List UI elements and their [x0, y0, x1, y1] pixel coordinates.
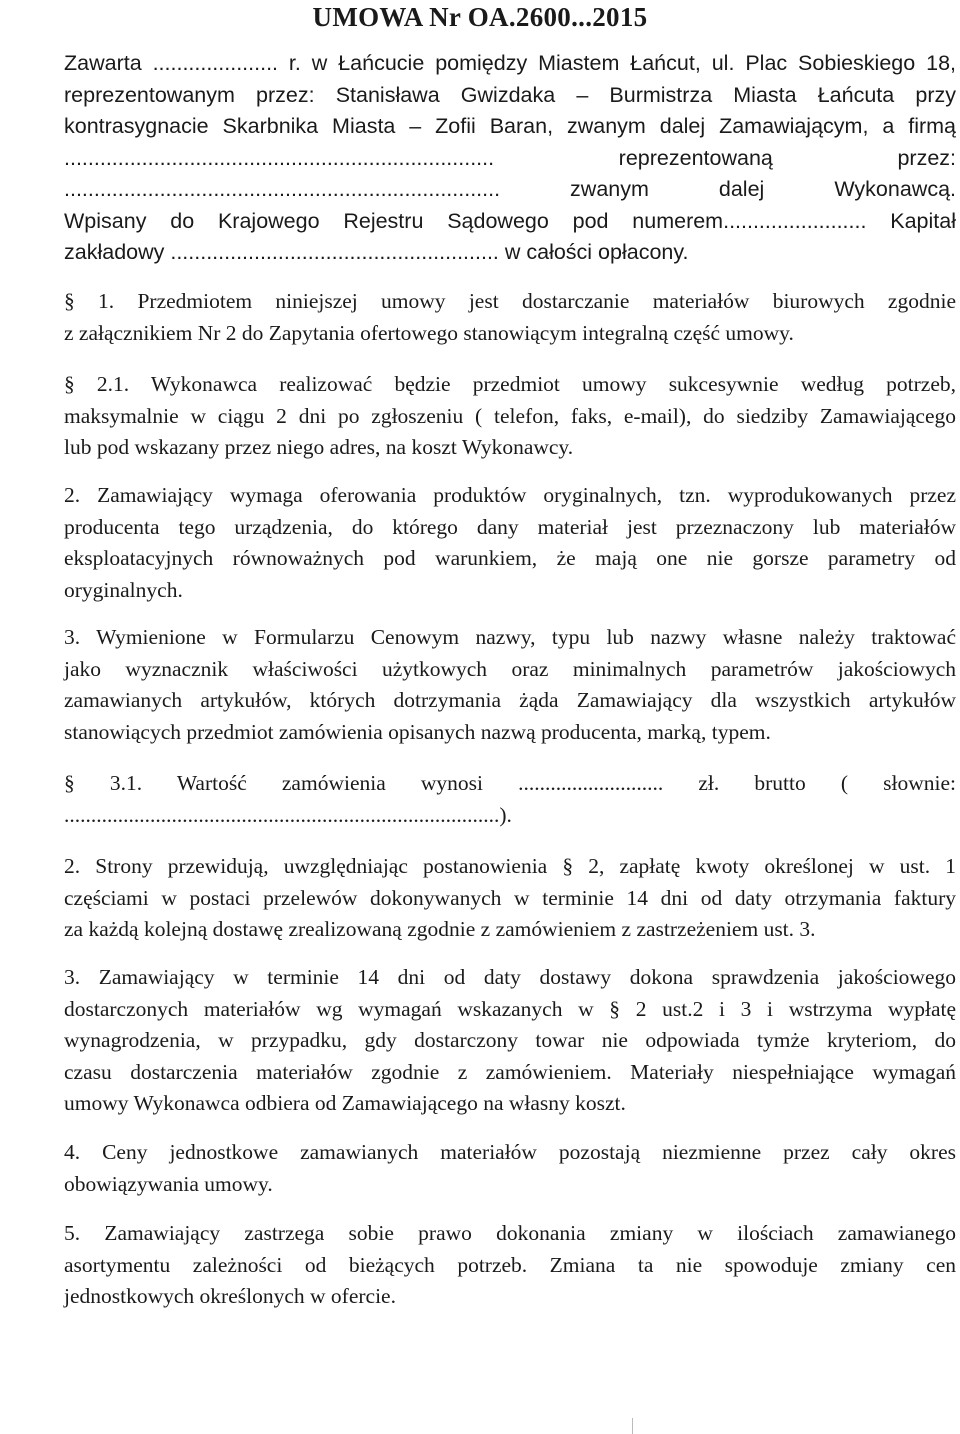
text-line: § 3.1. Wartość zamówienia wynosi ........................... zł. brutto ( słownie: — [64, 771, 956, 795]
text-line: eksploatacyjnych równoważnych pod warunkiem, że mają one nie gorsze parametry od — [64, 546, 956, 570]
text-line: czasu dostarczenia materiałów zgodnie z zamówieniem. Materiały niespełniające wymagań — [64, 1059, 956, 1084]
section-2-point-2 — [64, 480, 956, 606]
text-line: obowiązywania umowy. — [64, 1171, 273, 1196]
text-line: .................................................................................). — [64, 802, 512, 827]
text-line: zakładowy ....................................................... w całości opłacony. — [64, 240, 689, 264]
section-3-point-1 — [64, 768, 956, 831]
text-line: stanowiących przedmiot zamówienia opisanych nazwą producenta, marką, typem. — [64, 719, 771, 744]
text-line: ........................................................................ reprezentowaną przez: — [64, 145, 956, 170]
section-3-point-4 — [64, 1137, 956, 1200]
section-3-point-3 — [64, 962, 956, 1120]
text-line: 3. Zamawiający w terminie 14 dni od daty dostawy dokona sprawdzenia jakościowego — [64, 965, 956, 989]
text-line: wynagrodzenia, w przypadku, gdy dostarczony towar nie odpowiada tymże kryteriom, do — [64, 1028, 956, 1052]
section-2-point-3 — [64, 622, 956, 748]
text-line: lub pod wskazany przez niego adres, na koszt Wykonawcy. — [64, 435, 574, 459]
text-line: dostarczonych materiałów wg wymagań wskazanych w § 2 ust.2 i 3 i wstrzyma wypłatę — [64, 996, 956, 1021]
text-line: 5. Zamawiający zastrzega sobie prawo dokonania zmiany w ilościach zamawianego — [64, 1221, 956, 1245]
text-line: Zawarta ..................... r. w Łańcucie pomiędzy Miastem Łańcut, ul. Plac Sobieskiego 18, — [64, 51, 956, 75]
section-2-point-1 — [64, 369, 956, 464]
text-line: 3. Wymienione w Formularzu Cenowym nazwy, typu lub nazwy własne należy traktować — [64, 625, 956, 649]
text-line: z załącznikiem Nr 2 do Zapytania ofertowego stanowiącym integralną część umowy. — [64, 320, 794, 345]
text-line: częściami w postaci przelewów dokonywanych w terminie 14 dni od daty otrzymania faktury — [64, 885, 956, 910]
text-line: kontrasygnacie Skarbnika Miasta – Zofii Baran, zwanym dalej Zamawiającym, a firmą — [64, 114, 956, 138]
text-line: jako wyznacznik właściwości użytkowych oraz minimalnych parametrów jakościowych — [64, 656, 956, 681]
text-line: oryginalnych. — [64, 577, 183, 602]
text-line: ......................................................................... zwanym dalej Wykonawcą. — [64, 177, 956, 201]
text-line: zamawianych artykułów, których dotrzymania żąda Zamawiający dla wszystkich artykułów — [64, 688, 956, 712]
text-line: producenta tego urządzenia, do którego dany materiał jest przeznaczony lub materiałów — [64, 514, 956, 539]
text-line: § 2.1. Wykonawca realizować będzie przedmiot umowy sukcesywnie według potrzeb, — [64, 372, 956, 396]
text-line: 4. Ceny jednostkowe zamawianych materiałów pozostają niezmienne przez cały okres — [64, 1140, 956, 1164]
contract-intro — [64, 48, 956, 269]
document-title: UMOWA Nr OA.2600...2015 — [312, 2, 648, 32]
text-line: reprezentowanym przez: Stanisława Gwizdaka – Burmistrza Miasta Łańcuta przy — [64, 82, 956, 107]
text-line: asortymentu zależności od bieżących potrzeb. Zmiana ta nie spowoduje zmiany cen — [64, 1252, 956, 1277]
text-line: 2. Strony przewidują, uwzględniając postanowienia § 2, zapłatę kwoty określonej w ust. 1 — [64, 854, 956, 878]
text-line: 2. Zamawiający wymaga oferowania produktów oryginalnych, tzn. wyprodukowanych przez — [64, 483, 956, 507]
section-1 — [64, 286, 956, 349]
text-line: umowy Wykonawca odbiera od Zamawiającego na własny koszt. — [64, 1091, 626, 1115]
text-line: § 1. Przedmiotem niniejszej umowy jest dostarczanie materiałów biurowych zgodnie — [64, 289, 956, 313]
section-3-point-5 — [64, 1218, 956, 1313]
text-line: jednostkowych określonych w ofercie. — [64, 1284, 396, 1308]
text-line: za każdą kolejną dostawę zrealizowaną zgodnie z zamówieniem z zastrzeżeniem ust. 3. — [64, 917, 816, 941]
text-line: Wpisany do Krajowego Rejestru Sądowego pod numerem........................ Kapitał — [64, 208, 956, 233]
section-3-point-2 — [64, 851, 956, 946]
scan-artifact — [632, 1418, 633, 1434]
text-line: maksymalnie w ciągu 2 dni po zgłoszeniu ( telefon, faks, e-mail), do siedziby Zamawiającego — [64, 403, 956, 428]
